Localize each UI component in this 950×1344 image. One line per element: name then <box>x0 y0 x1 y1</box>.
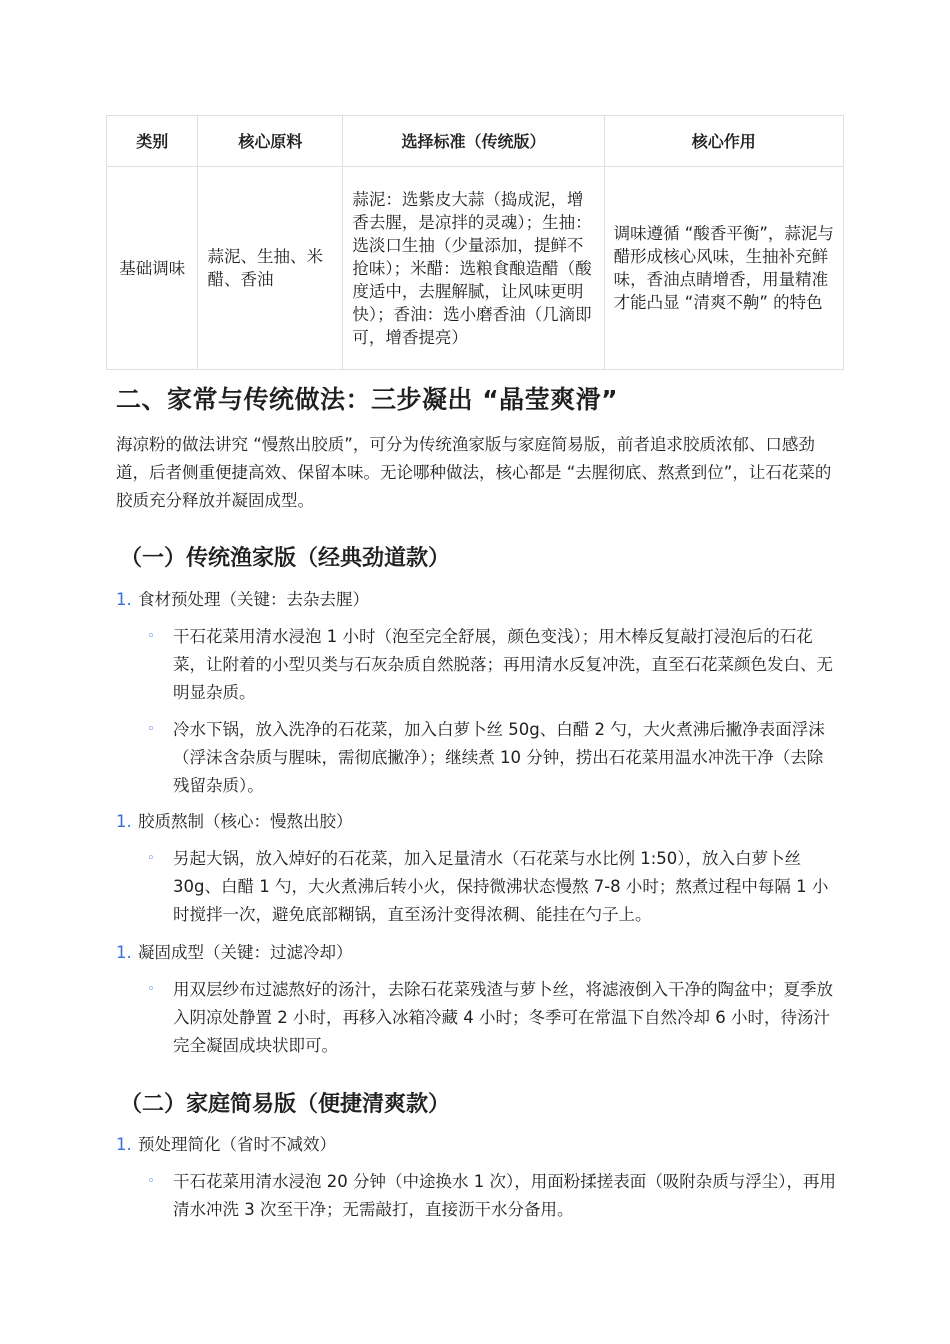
bullet-icon: ◦ <box>147 722 155 737</box>
section-intro: 海凉粉的做法讲究 “慢熬出胶质”，可分为传统渔家版与家庭简易版，前者追求胶质浓郁、口感劲道，后者侧重便捷高效、保留本味。无论哪种做法，核心都是 “去腥彻底、熬煮到位”，让石花菜的胶质充分释放并凝固成型。 <box>116 435 832 510</box>
bullet-item <box>147 845 837 929</box>
table-header-row <box>107 116 844 167</box>
list-number: 1. <box>116 943 132 962</box>
list-item <box>116 586 369 614</box>
table-header-ingredients: 核心原料 <box>198 116 343 167</box>
bullet-text: 冷水下锅，放入洗净的石花菜，加入白萝卜丝 50g、白醋 2 勺，大火煮沸后撇净表面浮沫（浮沫含杂质与腥味，需彻底撇净）；继续煮 10 分钟，捞出石花菜用温水冲洗干净（去除残留杂质）。 <box>173 720 825 795</box>
bullet-icon: ◦ <box>147 982 155 997</box>
subsection-heading-home: （二）家庭简易版（便捷清爽款） <box>120 1092 451 1117</box>
list-number: 1. <box>116 1135 132 1154</box>
table-row <box>107 167 844 370</box>
step-title: 胶质熬制（核心：慢熬出胶） <box>138 812 353 831</box>
section-heading: 二、家常与传统做法：三步凝出 “晶莹爽滑” <box>116 385 619 414</box>
bullet-text: 另起大锅，放入焯好的石花菜，加入足量清水（石花菜与水比例 1:50），放入白萝卜丝 30g、白醋 1 勺，大火煮沸后转小火，保持微沸状态慢熬 7-8 小时；熬煮过程中每隔 1 小时搅拌一次，避免底部糊锅，直至汤汁变得浓稠、能挂在勺子上。 <box>173 849 829 924</box>
bullet-item <box>147 976 837 1060</box>
list-item <box>116 808 353 836</box>
bullet-icon: ◦ <box>147 851 155 866</box>
step-title: 凝固成型（关键：过滤冷却） <box>138 943 353 962</box>
bullet-text: 干石花菜用清水浸泡 1 小时（泡至完全舒展，颜色变浅）；用木棒反复敲打浸泡后的石花菜，让附着的小型贝类与石灰杂质自然脱落；再用清水反复冲洗，直至石花菜颜色发白、无明显杂质。 <box>173 627 833 702</box>
bullet-item <box>147 623 837 707</box>
bullet-item <box>147 716 837 800</box>
table-header-category: 类别 <box>107 116 198 167</box>
step-title: 预处理简化（省时不减效） <box>138 1135 336 1154</box>
cell-standard: 蒜泥：选紫皮大蒜（捣成泥，增香去腥，是凉拌的灵魂）；生抽：选淡口生抽（少量添加，提鲜不抢味）；米醋：选粮食酿造醋（酸度适中，去腥解腻，让风味更明快）；香油：选小磨香油（几滴即可，增香提亮） <box>343 167 604 370</box>
ingredient-table <box>106 115 844 370</box>
list-number: 1. <box>116 590 132 609</box>
list-number: 1. <box>116 812 132 831</box>
bullet-text: 用双层纱布过滤熬好的汤汁，去除石花菜残渣与萝卜丝，将滤液倒入干净的陶盆中；夏季放入阴凉处静置 2 小时，再移入冰箱冷藏 4 小时；冬季可在常温下自然冷却 6 小时，待汤汁完全凝固成块状即可。 <box>173 980 833 1055</box>
bullet-item <box>147 1168 837 1224</box>
bullet-text: 干石花菜用清水浸泡 20 分钟（中途换水 1 次），用面粉揉搓表面（吸附杂质与浮尘），再用清水冲洗 3 次至干净；无需敲打，直接沥干水分备用。 <box>173 1172 836 1219</box>
list-item <box>116 1131 336 1159</box>
cell-category: 基础调味 <box>107 167 198 370</box>
bullet-icon: ◦ <box>147 629 155 644</box>
step-title: 食材预处理（关键：去杂去腥） <box>138 590 369 609</box>
table-header-role: 核心作用 <box>604 116 843 167</box>
cell-ingredients: 蒜泥、生抽、米醋、香油 <box>198 167 343 370</box>
table-header-standard: 选择标准（传统版） <box>343 116 604 167</box>
bullet-icon: ◦ <box>147 1174 155 1189</box>
list-item <box>116 939 353 967</box>
subsection-heading-traditional: （一）传统渔家版（经典劲道款） <box>120 546 451 571</box>
cell-role: 调味遵循 “酸香平衡”，蒜泥与醋形成核心风味，生抽补充鲜味，香油点睛增香，用量精准才能凸显 “清爽不齁” 的特色 <box>604 167 843 370</box>
